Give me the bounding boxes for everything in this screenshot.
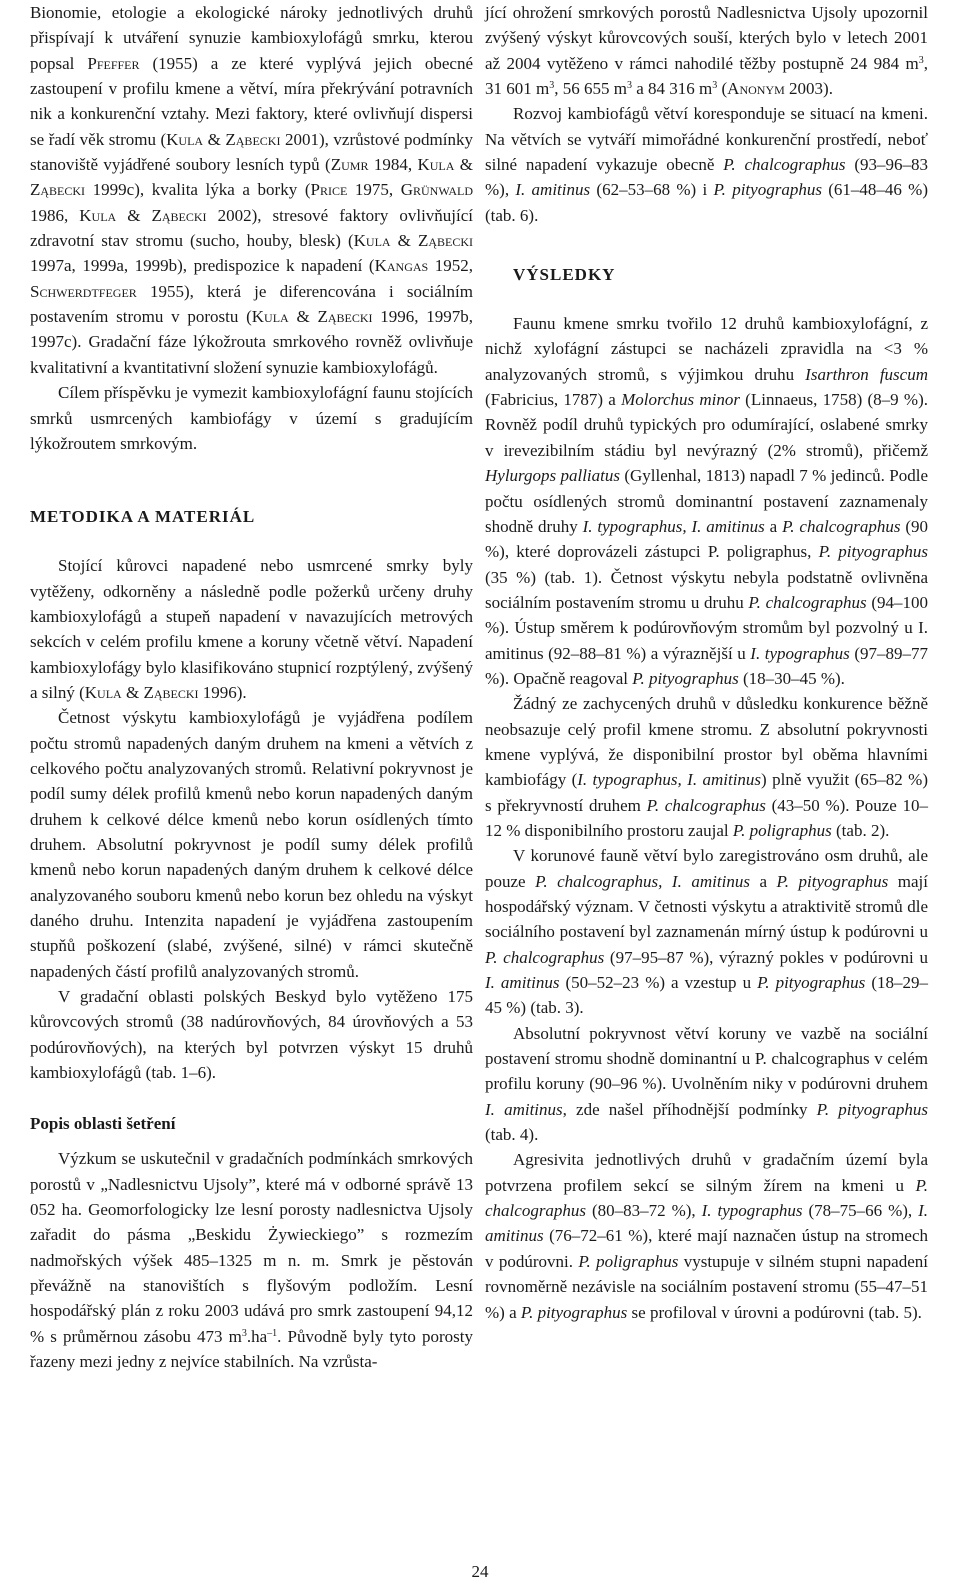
methods-paragraph-1: Stojící kůrovci napadené nebo usmrcené smrky byly vytěženy, odkorněny a následně podle požerků určeny druhy kambioxylofágů a stupeň napadení v navazujících metrových sekcích v celém profilu kmene a koruny včetně větví. Napadení kambioxylofágy bylo klasifikováno stupnicí rozptýlený, zvýšený a silný (Kula & Ząbecki 1996). bbox=[30, 556, 473, 702]
right-column bbox=[485, 0, 928, 1325]
study-area-paragraph: Výzkum se uskutečnil v gradačních podmínkách smrkových porostů v „Nadlesnictvu Ujsoly”, které má v odborné správě 13 052 ha. Geomorfologicky lze lesní porosty nadlesnictva Ujsoly zařadit do pásma „Beskidu Żywieckiego” s rozmezím nadmořských výšek 485–1325 m n. m. Smrk je pěstován převážně na stanovištích s flyšovým podložím. Lesní hospodářský plán z roku 2003 udává pro smrk zastoupení 94,12 % s průměrnou zásobu 473 $m^3.ha^{-1}$. Původně byly tyto porosty řazeny mezi jedny z nejvíce stabilních. Na vzrůsta- bbox=[30, 1149, 473, 1372]
methods-paragraph-3: V gradační oblasti polských Beskyd bylo vytěženo 175 kůrovcových stromů (38 nadúrovňových, 84 úrovňových a 53 podúrovňových), na kterých byl potvrzen výskyt 15 druhů kambioxylofágů (tab. 1–6). bbox=[30, 987, 473, 1083]
species-name: P. chalcographus, I. amitinus bbox=[535, 871, 750, 891]
species-name: I. amitinus bbox=[485, 1099, 563, 1119]
species-name: P. pityographus bbox=[632, 668, 739, 688]
species-name: I. typographus, I. amitinus bbox=[577, 770, 762, 790]
species-name: P. poligraphus bbox=[732, 820, 832, 840]
species-name: P. pityographus bbox=[818, 542, 929, 562]
author-citation: Kula & Ząbecki bbox=[84, 682, 199, 702]
page-number: 24 bbox=[471, 1562, 489, 1581]
author-citation: Kula & Ząbecki bbox=[79, 205, 207, 225]
results-paragraph-1: Faunu kmene smrku tvořilo 12 druhů kambioxylofágní, z nichž xylofágní zástupci se nacházeli zpravidla na <3 % analyzovaných stromů, s výjimkou druhu Isarthron fuscum (Fabricius, 1787) a Molorchus minor (Linnaeus, 1758) (8–9 %). Rovněž podíl druhů typických pro odumírající, oslabené smrky v irevezibilním stádiu byl nevýrazný (2% stromů), přičemž Hylurgops palliatus (Gyllenhal, 1813) napadl 7 % jedinců. Podle počtu osídlených stromů dominantní postavení zaznamenaly shodně druhy I. typographus, I. amitinus a P. chalcographus (90 %), které doprovázeli zástupci P. poligraphus, P. pityographus (35 %) (tab. 1). Četnost výskytu nebyla podstatně ovlivněna sociálním postavením stromu u druhu P. chalcographus (94–100 %). Ústup směrem k podúrovňovým stromům byl pozvolný u I. amitinus (92–88–81 %) a výraznější u I. typographus (97–89–77 %). Opačně reagoval P. pityographus (18–30–45 %). bbox=[485, 314, 929, 688]
author-citation: Kangas bbox=[374, 256, 429, 276]
author-citation: Kula & Ząbecki bbox=[30, 155, 474, 200]
author-citation: Grünwald bbox=[400, 180, 473, 200]
author-citation: Pfeffer bbox=[87, 53, 140, 73]
species-name: Molorchus minor bbox=[621, 390, 740, 410]
left-column bbox=[30, 0, 473, 1375]
methods-paragraph-2: Četnost výskytu kambioxylofágů je vyjádřena podílem počtu stromů napadených daným druhem na kmeni a větvích z celkového počtu analyzovaných stromů. Relativní pokryvnost je podíl sumy délek profilů kmenů nebo korun napadených daným druhem k celkové délce kmenů nebo korun osídlených tímto druhem. Absolutní pokryvnost je podíl sumy délek profilů kmenů nebo korun napadených daným druhem k celkové délce analyzovaného souboru kmenů nebo korun bez ohledu na výskyt daného druhu. Intenzita napadení je vyjádřena zastoupením stupňů poškození (slabé, zvýšené, silné) v rámci skutečně napadených částí profilů analyzovaných stromů. bbox=[30, 708, 473, 981]
results-paragraph-2: Žádný ze zachycených druhů v důsledku konkurence běžně neobsazuje celý profil kmene stromu. Z absolutní pokryvnosti kmene vyplývá, že disponibilní prostor byl oběma hlavními kambiofágy (I. typographus, I. amitinus) plně využit (65–82 %) s překryvností druhem P. chalcographus (43–50 %). Pouze 10–12 % disponibilního prostoru zaujal P. poligraphus (tab. 2). bbox=[485, 694, 929, 840]
species-name: P. pityographus bbox=[520, 1302, 628, 1322]
author-citation: Zumr bbox=[330, 155, 369, 175]
intro-paragraph: Bionomie, etologie a ekologické nároky jednotlivých druhů přispívají k utváření synuzie kambioxylofágů smrku, kterou popsal Pfeffer (1955) a ze které vyplývá jejich obecné zastoupení v profilu kmene a větví, míra překrývání potravních nik a konkurenční vztahy. Mezi faktory, které ovlivňují dispersi se řadí věk stromu (Kula & Ząbecki 2001), vzrůstové podmínky stanoviště vyjádřené soubory lesních typů (Zumr 1984, Kula & Ząbecki 1999c), kvalita lýka a borky (Price 1975, Grünwald 1986, Kula & Ząbecki 2002), stresové faktory ovlivňující zdravotní stav stromu (sucho, houby, blesk) (Kula & Ząbecki 1997a, 1999a, 1999b), predispozice k napadení (Kangas 1952, Schwerdtfeger 1955), která je diferencována i sociálním postavením stromu v porostu (Kula & Ząbecki 1996, 1997b, 1997c). Gradační fáze lýkožrouta smrkového rovněž ovlivňuje kvalitativní a kvantitativní složení synuzie kambioxylofágů. bbox=[30, 3, 474, 377]
species-name: P. pityographus bbox=[757, 973, 866, 993]
author-citation: Kula & Ząbecki bbox=[251, 307, 373, 327]
results-paragraph-4: Absolutní pokryvnost větví koruny ve vazbě na sociální postavení stromu shodně dominantní u P. chalcographus v celém profilu koruny (90–96 %). Uvolněním niky v podúrovni druhem I. amitinus, zde našel příhodnější podmínky P. pityographus (tab. 4). bbox=[485, 1023, 928, 1145]
author-citation: Kula & Ząbecki bbox=[353, 231, 473, 251]
species-name: P. chalcographus bbox=[646, 795, 766, 815]
branches-paragraph: Rozvoj kambiofágů větví koresponduje se situací na kmeni. Na větvích se vytváří mimořádné konkurenční prostředí, neboť silné napadení vykazuje obecně P. chalcographus (93–96–83 %), I. amitinus (62–53–68 %) i P. pityographus (61–48–46 %) (tab. 6). bbox=[485, 104, 928, 225]
species-name: P. pityographus bbox=[776, 871, 889, 891]
species-name: I. amitinus bbox=[485, 973, 560, 993]
continued-paragraph: jící ohrožení smrkových porostů Nadlesnictva Ujsoly upozornil zvýšený výskyt kůrovcových souší, kterých bylo v letech 2001 až 2004 vytěženo v rámci nahodilé těžby postupně 24 984 $m^3$, 31 601 $m^3$, 56 655 $m^3$ a 84 316 $m^3$ (Anonym 2003). bbox=[485, 3, 928, 99]
species-name: Hylurgops palliatus bbox=[485, 466, 620, 486]
aim-paragraph: Cílem příspěvku je vymezit kambioxylofágní faunu stojících smrků usmrcených kambiofágy v území s gradujícím lýkožroutem smrkovým. bbox=[30, 383, 473, 453]
species-name: P. chalcographus bbox=[748, 592, 867, 612]
results-paragraph-3: V korunové fauně větví bylo zaregistrováno osm druhů, ale pouze P. chalcographus, I. amitinus a P. pityographus mají hospodářský význam. V četnosti výskytu a atraktivitě stromů dle sociálního postavení byl zaznamenán mírný ústup k podúrovni u P. chalcographus (97–95–87 %), výrazný pokles v podúrovni u I. amitinus (50–52–23 %) a vzestup u P. pityographus (18–29–45 %) (tab. 3). bbox=[485, 846, 928, 1018]
species-name: I. typographus bbox=[750, 643, 850, 663]
species-name: P. chalcographus bbox=[782, 516, 901, 536]
study-area-heading: Popis oblasti šetření bbox=[30, 1114, 176, 1134]
author-citation: Kula & Ząbecki bbox=[166, 129, 281, 149]
species-name: I. typographus bbox=[701, 1201, 803, 1221]
species-name: P. poligraphus bbox=[578, 1251, 679, 1271]
species-name: P. pityographus bbox=[816, 1099, 928, 1119]
author-citation: Schwerdtfeger bbox=[30, 281, 137, 301]
species-name: Isarthron fuscum bbox=[805, 364, 928, 384]
species-name: I. amitinus bbox=[515, 180, 591, 200]
species-name: I. amitinus bbox=[485, 1201, 929, 1246]
author-citation: Anonym bbox=[727, 79, 785, 99]
species-name: P. chalcographus bbox=[723, 155, 846, 175]
species-name: P. chalcographus bbox=[485, 947, 605, 967]
author-citation: Price bbox=[310, 180, 348, 200]
species-name: P. chalcographus bbox=[485, 1175, 928, 1221]
results-heading: VÝSLEDKY bbox=[513, 265, 616, 285]
results-paragraph-5: Agresivita jednotlivých druhů v gradačním území byla potvrzena profilem sekcí se silným žírem na kmeni u P. chalcographus (80–83–72 %), I. typographus (78–75–66 %), I. amitinus (76–72–61 %), které mají naznačen ústup na stromech v podúrovni. P. poligraphus vystupuje v silném stupni napadení rovnoměrně nezávisle na sociálním postavení stromu (55–47–51 %) a P. pityographus se profiloval v úrovni a podúrovni (tab. 5). bbox=[485, 1150, 929, 1322]
methods-heading: METODIKA A MATERIÁL bbox=[30, 507, 256, 527]
species-name: P. pityographus bbox=[713, 180, 822, 200]
species-name: I. typographus, I. amitinus bbox=[582, 516, 765, 536]
